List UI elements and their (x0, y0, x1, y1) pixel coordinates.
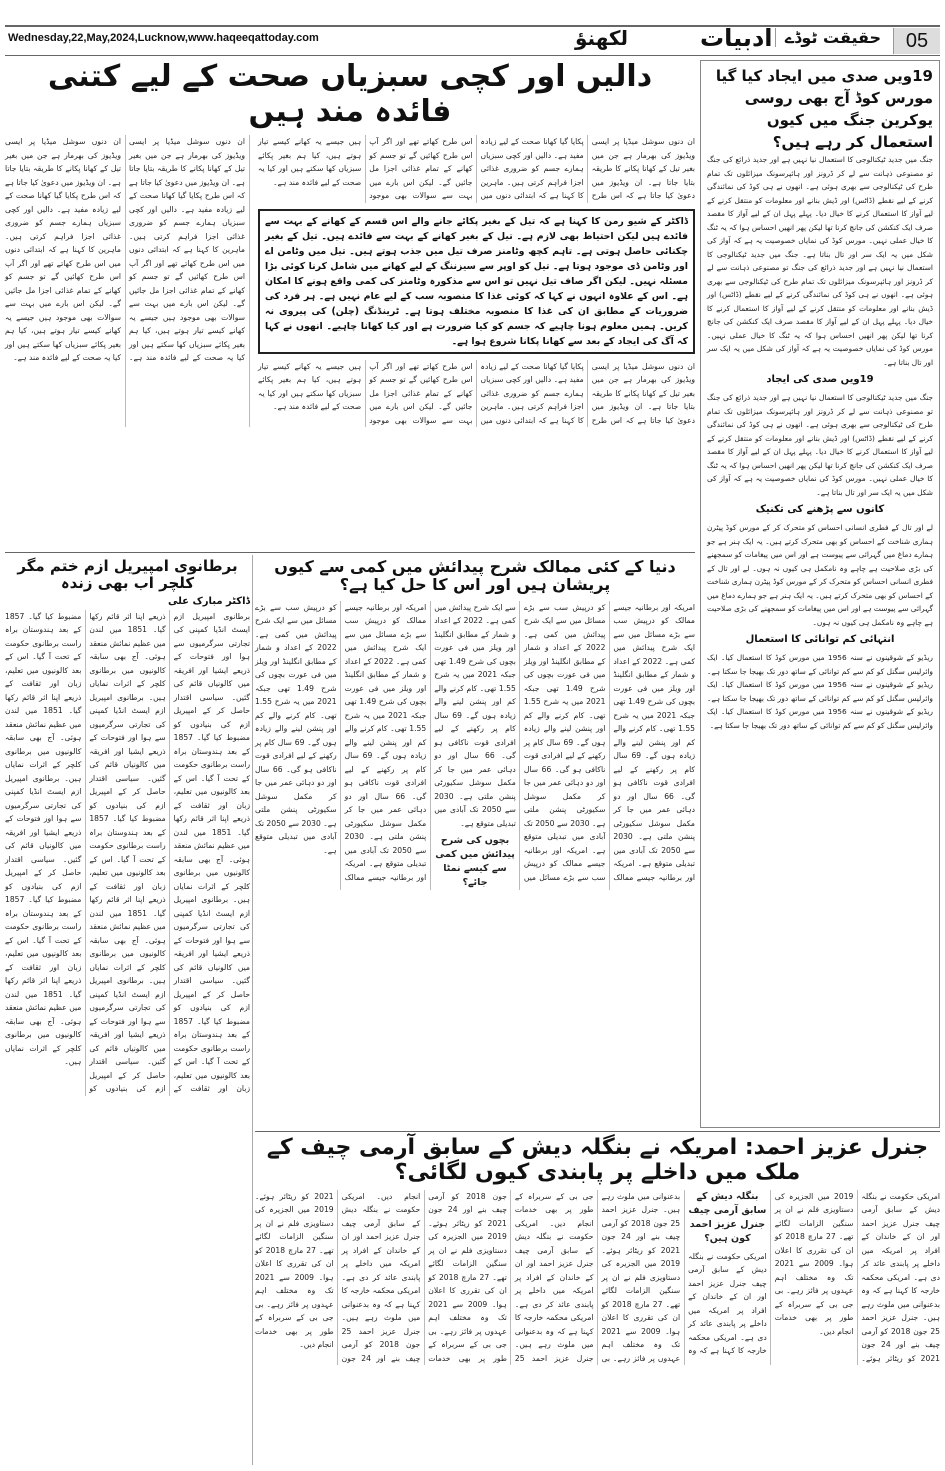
lentils-right-area (258, 135, 695, 427)
newspaper-logo: حقیقت ٹوڈے (775, 28, 890, 47)
article-body-lentils-cont: ان دنوں سوشل میڈیا پر ایسی ویڈیوز کی بھرمار ہے جن میں بغیر تیل کے کھانا پکانے کا طریقہ بتایا جاتا ہے۔ ان ویڈیوز میں دعویٰ کیا جاتا ہے کہ اس طرح پکایا گیا کھانا صحت کے لیے زیادہ مفید ہے۔ دالیں اور کچی سبزیاں ہمارے جسم کو ضروری غذائی اجزا فراہم کرتی ہیں۔ ماہرین کا کہنا ہے کہ ابتدائی دنوں میں اس طرح کھاتے تھے اور اگر آپ اس طرح کھائیں گے تو جسم کو کھانے کے تمام غذائی اجزا مل جائیں گے۔ لیکن اس بارے میں بہت سے سوالات بھی موجود ہیں جیسے یہ کھانے کیسے تیار ہوتے ہیں، کیا ہم بغیر پکائے سبزیاں کھا سکتے ہیں اور کیا یہ صحت کے لیے فائدہ مند ہے۔ (258, 361, 695, 425)
morse-body-2: جنگ میں جدید ٹیکنالوجی کا استعمال نیا نہیں ہے اور جدید ذرائع کی جنگ تو مصنوعی ذہانت سے لے کر ڈرونز اور ہائپرسونک میزائلوں تک تمام طرح کی ٹیکنالوجی سے بھری ہوئی ہے۔ انھوں نے ہی کوڈ کی نمائندگی کرنے کے لیے نقطے (ڈاٹس) اور ڈیش بنانے اور معلومات کو منتقل کرنے کے لیے آواز کا استعمال کرنے کا خیال دیا۔ پہلے پہل ان کے لیے آواز کا مقصد صرف ایک کنکشن کی جانچ کرنا تھا لیکن پھر انھیں احساس ہوا کہ یہ ٹنگ کا خیال عملی نہیں۔ مورس کوڈ کی نمایاں خصوصیت یہ ہے کہ آواز کی شکل میں یہ ایک سر اور تال بناتا ہے۔ (707, 393, 933, 497)
morse-body-3: لے اور تال کے فطری انسانی احساس کو متحرک کر کے مورس کوڈ پیٹرن ہماری شناخت کے احساس کو بھی متحرک کرتے ہیں۔ یہ ایک ہنر ہے جو ہمارے دماغ میں گہرائی سے پیوست ہے اور اس میں پیغامات کو سمجھنے کی بڑی صلاحیت ہے چاہے وہ نامکمل ہی کیوں نہ ہوں۔ لے اور تال کے فطری انسانی احساس کو متحرک کر کے مورس کوڈ پیٹرن ہماری شناخت کے احساس کو بھی متحرک کرتے ہیں۔ یہ ایک ہنر ہے جو ہمارے دماغ میں گہرائی سے پیوست ہے اور اس میں پیغامات کو سمجھنے کی بڑی صلاحیت ہے چاہے وہ نامکمل ہی کیوں نہ ہوں۔ (707, 523, 933, 627)
general-body-part-1: امریکی حکومت نے بنگلہ دیش کے سابق آرمی چیف جنرل عزیز احمد اور ان کے خاندان کے افراد پر امریکہ میں داخلے پر پابندی عائد کر دی ہے۔ امریکی محکمہ خارجہ کا کہنا ہے کہ وہ بدعنوانی میں ملوث رہے ہیں۔ جنرل عزیز احمد 25 جون 2018 کو آرمی چیف بنے اور 24 جون 2021 کو ریٹائر ہوئے۔ 2019 میں الجزیرہ کی دستاویزی فلم نے ان پر سنگین الزامات لگائے تھے۔ 27 مارچ 2018 کو ان کی تقرری کا اعلان ہوا۔ 2009 سے 2021 تک وہ مختلف اہم عہدوں پر فائز رہے۔ بی جی بی کے سربراہ کے طور پر بھی خدمات انجام دیں۔ (774, 1191, 941, 1363)
article-lentils (5, 60, 695, 427)
article-birth-rate (255, 558, 695, 890)
subhead-low-energy: انتہائی کم توانائی کا استعمال (745, 634, 895, 645)
subhead-ear-technique: کانوں سے پڑھنے کی تکنیک (755, 504, 885, 515)
article-body-britain: برطانوی امپیریل ازم ایسٹ انڈیا کمپنی کی تجارتی سرگرمیوں سے ہوا اور فتوحات کے ذریعے ایشیا اور افریقہ میں کالونیاں قائم کی گئیں۔ سیاسی اقتدار حاصل کر کے امپیریل ازم کی بنیادوں کو مضبوط کیا گیا۔ 1857 کے بعد ہندوستان براہ راست برطانوی حکومت کے تحت آ گیا۔ اس کے بعد کالونیوں میں تعلیم، زبان اور ثقافت کے ذریعے اپنا اثر قائم رکھا گیا۔ 1851 میں لندن میں عظیم نمائش منعقد ہوئی۔ آج بھی سابقہ کالونیوں میں برطانوی کلچر کے اثرات نمایاں ہیں۔ برطانوی امپیریل ازم ایسٹ انڈیا کمپنی کی تجارتی سرگرمیوں سے ہوا اور فتوحات کے ذریعے ایشیا اور افریقہ میں کالونیاں قائم کی گئیں۔ سیاسی اقتدار حاصل کر کے امپیریل ازم کی بنیادوں کو مضبوط کیا گیا۔ 1857 کے بعد ہندوستان براہ راست برطانوی حکومت کے تحت آ گیا۔ اس کے بعد کالونیوں میں تعلیم، زبان اور ثقافت کے ذریعے اپنا اثر قائم رکھا گیا۔ 1851 میں لندن میں عظیم نمائش منعقد ہوئی۔ آج بھی سابقہ کالونیوں میں برطانوی کلچر کے اثرات نمایاں ہیں۔ برطانوی امپیریل ازم ایسٹ انڈیا کمپنی کی تجارتی سرگرمیوں سے ہوا اور فتوحات کے ذریعے ایشیا اور افریقہ میں کالونیاں قائم کی گئیں۔ سیاسی اقتدار حاصل کر کے امپیریل ازم کی بنیادوں کو مضبوط کیا گیا۔ 1857 کے بعد ہندوستان براہ راست برطانوی حکومت کے تحت آ گیا۔ اس کے بعد کالونیوں میں تعلیم، زبان اور ثقافت کے ذریعے اپنا اثر قائم رکھا گیا۔ 1851 میں لندن میں عظیم نمائش منعقد ہوئی۔ آج بھی سابقہ کالونیوں میں برطانوی کلچر کے اثرات نمایاں ہیں۔ برطانوی امپیریل ازم ایسٹ انڈیا کمپنی کی تجارتی سرگرمیوں سے ہوا اور فتوحات کے ذریعے ایشیا اور افریقہ میں کالونیاں قائم کی گئیں۔ سیاسی اقتدار حاصل کر کے امپیریل ازم کی بنیادوں کو مضبوط کیا گیا۔ 1857 کے بعد ہندوستان براہ راست برطانوی حکومت کے تحت آ گیا۔ اس کے بعد کالونیوں میں تعلیم، زبان اور ثقافت کے ذریعے اپنا اثر قائم رکھا گیا۔ 1851 میں لندن میں عظیم نمائش منعقد ہوئی۔ آج بھی سابقہ کالونیوں میں برطانوی کلچر کے اثرات نمایاں ہیں۔ برطانوی امپیریل ازم ایسٹ انڈیا کمپنی کی تجارتی سرگرمیوں سے ہوا اور فتوحات کے ذریعے ایشیا اور افریقہ میں کالونیاں قائم کی گئیں۔ سیاسی اقتدار حاصل کر کے امپیریل ازم کی بنیادوں کو مضبوط کیا گیا۔ 1857 کے بعد ہندوستان براہ راست برطانوی حکومت کے تحت آ گیا۔ اس کے بعد کالونیوں میں تعلیم، زبان اور ثقافت کے ذریعے اپنا اثر قائم رکھا گیا۔ 1851 میں لندن میں عظیم نمائش منعقد ہوئی۔ آج بھی سابقہ کالونیوں میں برطانوی کلچر کے اثرات نمایاں ہیں۔ (5, 611, 250, 1093)
article-body-general-aziz (255, 1190, 940, 1366)
article-general-aziz (255, 1135, 940, 1365)
general-body-part-2: امریکی حکومت نے بنگلہ دیش کے سابق آرمی چیف جنرل عزیز احمد اور ان کے خاندان کے افراد پر امریکہ میں داخلے پر پابندی عائد کر دی ہے۔ امریکی محکمہ خارجہ کا کہنا ہے کہ وہ بدعنوانی میں ملوث رہے ہیں۔ جنرل عزیز احمد 25 جون 2018 کو آرمی چیف بنے اور 24 جون 2021 کو ریٹائر ہوئے۔ 2019 میں الجزیرہ کی دستاویزی فلم نے ان پر سنگین الزامات لگائے تھے۔ 27 مارچ 2018 کو ان کی تقرری کا اعلان ہوا۔ 2009 سے 2021 تک وہ مختلف اہم عہدوں پر فائز رہے۔ بی جی بی کے سربراہ کے طور پر بھی خدمات انجام دیں۔ امریکی حکومت نے بنگلہ دیش کے سابق آرمی چیف جنرل عزیز احمد اور ان کے خاندان کے افراد پر امریکہ میں داخلے پر پابندی عائد کر دی ہے۔ امریکی محکمہ خارجہ کا کہنا ہے کہ وہ بدعنوانی میں ملوث رہے ہیں۔ جنرل عزیز احمد 25 جون 2018 کو آرمی چیف بنے اور 24 جون 2021 کو ریٹائر ہوئے۔ 2019 میں الجزیرہ کی دستاویزی فلم نے ان پر سنگین الزامات لگائے تھے۔ 27 مارچ 2018 کو ان کی تقرری کا اعلان ہوا۔ 2009 سے 2021 تک وہ مختلف اہم عہدوں پر فائز رہے۔ بی جی بی کے سربراہ کے طور پر بھی خدمات انجام دیں۔ امریکی حکومت نے بنگلہ دیش کے سابق آرمی چیف جنرل عزیز احمد اور ان کے خاندان کے افراد پر امریکہ میں داخلے پر پابندی عائد کر دی ہے۔ امریکی محکمہ خارجہ کا کہنا ہے کہ وہ بدعنوانی میں ملوث رہے ہیں۔ جنرل عزیز احمد 25 جون 2018 کو آرمی چیف بنے اور 24 جون 2021 کو ریٹائر ہوئے۔ 2019 میں الجزیرہ کی دستاویزی فلم نے ان پر سنگین الزامات لگائے تھے۔ 27 مارچ 2018 کو ان کی تقرری کا اعلان ہوا۔ 2009 سے 2021 تک وہ مختلف اہم عہدوں پر فائز رہے۔ بی جی بی کے سربراہ کے طور پر بھی خدمات انجام دیں۔ (255, 1191, 767, 1363)
morse-body: جنگ میں جدید ٹیکنالوجی کا استعمال نیا نہیں ہے اور جدید ذرائع کی جنگ تو مصنوعی ذہانت سے لے کر ڈرونز اور ہائپرسونک میزائلوں تک تمام طرح کی ٹیکنالوجی سے بھری ہوئی ہے۔ انھوں نے ہی کوڈ کی نمائندگی کرنے کے لیے نقطے (ڈاٹس) اور ڈیش بنانے اور معلومات کو منتقل کرنے کے لیے آواز کا استعمال کرنے کا خیال دیا۔ پہلے پہل ان کے لیے آواز کا مقصد صرف ایک کنکشن کی جانچ کرنا تھا لیکن پھر انھیں احساس ہوا کہ یہ ٹنگ کا خیال عملی نہیں۔ مورس کوڈ کی نمایاں خصوصیت یہ ہے کہ آواز کی شکل میں یہ ایک سر اور تال بناتا ہے۔ جنگ میں جدید ٹیکنالوجی کا استعمال نیا نہیں ہے اور جدید ذرائع کی جنگ تو مصنوعی ذہانت سے لے کر ڈرونز اور ہائپرسونک میزائلوں تک تمام طرح کی ٹیکنالوجی سے بھری ہوئی ہے۔ انھوں نے ہی کوڈ کی نمائندگی کرنے کے لیے نقطے (ڈاٹس) اور ڈیش بنانے اور معلومات کو منتقل کرنے کے لیے آواز کا استعمال کرنے کا خیال دیا۔ پہلے پہل ان کے لیے آواز کا مقصد صرف ایک کنکشن کی جانچ کرنا تھا لیکن پھر انھیں احساس ہوا کہ یہ ٹنگ کا خیال عملی نہیں۔ مورس کوڈ کی نمایاں خصوصیت یہ ہے کہ آواز کی شکل میں یہ ایک سر اور تال بناتا ہے۔ (707, 155, 933, 367)
birth-body-part-2: امریکہ اور برطانیہ جیسے ممالک کو درپیش سب سے بڑے مسائل میں سے ایک شرح پیدائش میں کمی ہے۔ 2022 کے اعداد و شمار کے مطابق انگلینڈ اور ویلز میں فی عورت بچوں کی شرح 1.49 تھی جبکہ 2021 میں یہ شرح 1.55 تھی۔ کام کرنے والے کم اور پنشن لینے والے زیادہ ہوں گے۔ 69 سال کام پر رکھنے کے لیے افرادی قوت ناکافی ہو گی۔ 66 سال اور دو دہائی عمر میں جا کر مکمل سوشل سکیورٹی پنشن ملتی ہے۔ 2030 سے 2050 تک آبادی میں تبدیلی متوقع ہے۔ امریکہ اور برطانیہ جیسے ممالک کو درپیش سب سے بڑے مسائل میں سے ایک شرح پیدائش میں کمی ہے۔ 2022 کے اعداد و شمار کے مطابق انگلینڈ اور ویلز میں فی عورت بچوں کی شرح 1.49 تھی جبکہ 2021 میں یہ شرح 1.55 تھی۔ کام کرنے والے کم اور پنشن لینے والے زیادہ ہوں گے۔ 69 سال کام پر رکھنے کے لیے افرادی قوت ناکافی ہو گی۔ 66 سال اور دو دہائی عمر میں جا کر مکمل سوشل سکیورٹی پنشن ملتی ہے۔ 2030 سے 2050 تک آبادی میں تبدیلی متوقع ہے۔ (255, 602, 427, 882)
subhead-invention: 19ویں صدی کی ایجاد (766, 374, 874, 385)
headline-birth-rate: دنیا کے کئی ممالک شرح پیدائش میں کمی سے کیوں پریشان ہیں اور اس کا حل کیا ہے؟ (274, 557, 676, 595)
headline-lentils: دالیں اور کچی سبزیاں صحت کے لیے کتنی فائدہ مند ہیں (47, 59, 653, 129)
subhead-birth-rate: بچوں کی شرح پیدائش میں کمی سے کیسے نمٹا جائے؟ (435, 835, 515, 889)
headline-britain: برطانوی امپیریل ازم ختم مگر کلچر اب بھی زندہ (17, 557, 238, 593)
article-body-lentils-left: ان دنوں سوشل میڈیا پر ایسی ویڈیوز کی بھرمار ہے جن میں بغیر تیل کے کھانا پکانے کا طریقہ بتایا جاتا ہے۔ ان ویڈیوز میں دعویٰ کیا جاتا ہے کہ اس طرح پکایا گیا کھانا صحت کے لیے زیادہ مفید ہے۔ دالیں اور کچی سبزیاں ہمارے جسم کو ضروری غذائی اجزا فراہم کرتی ہیں۔ ماہرین کا کہنا ہے کہ ابتدائی دنوں میں اس طرح کھاتے تھے اور اگر آپ اس طرح کھائیں گے تو جسم کو کھانے کے تمام غذائی اجزا مل جائیں گے۔ لیکن اس بارے میں بہت سے سوالات بھی موجود ہیں جیسے یہ کھانے کیسے تیار ہوتے ہیں، کیا ہم بغیر پکائے سبزیاں کھا سکتے ہیں اور کیا یہ صحت کے لیے فائدہ مند ہے۔ ان دنوں سوشل میڈیا پر ایسی ویڈیوز کی بھرمار ہے جن میں بغیر تیل کے کھانا پکانے کا طریقہ بتایا جاتا ہے۔ ان ویڈیوز میں دعویٰ کیا جاتا ہے کہ اس طرح پکایا گیا کھانا صحت کے لیے زیادہ مفید ہے۔ دالیں اور کچی سبزیاں ہمارے جسم کو ضروری غذائی اجزا فراہم کرتی ہیں۔ ماہرین کا کہنا ہے کہ ابتدائی دنوں میں اس طرح کھاتے تھے اور اگر آپ اس طرح کھائیں گے تو جسم کو کھانے کے تمام غذائی اجزا مل جائیں گے۔ لیکن اس بارے میں بہت سے سوالات بھی موجود ہیں جیسے یہ کھانے کیسے تیار ہوتے ہیں، کیا ہم بغیر پکائے سبزیاں کھا سکتے ہیں اور کیا یہ صحت کے لیے فائدہ مند ہے۔ (5, 135, 250, 427)
morse-body-4: ریڈیو کے شوقینوں نے سنہ 1956 میں مورس کوڈ کا استعمال کیا۔ ایک وائرلیس سگنل کو کم سے کم توانائی کے ساتھ دور تک بھیجا جا سکتا ہے۔ ریڈیو کے شوقینوں نے سنہ 1956 میں مورس کوڈ کا استعمال کیا۔ ایک وائرلیس سگنل کو کم سے کم توانائی کے ساتھ دور تک بھیجا جا سکتا ہے۔ ریڈیو کے شوقینوں نے سنہ 1956 میں مورس کوڈ کا استعمال کیا۔ ایک وائرلیس سگنل کو کم سے کم توانائی کے ساتھ دور تک بھیجا جا سکتا ہے۔ (707, 653, 933, 730)
birth-body-part-1: امریکہ اور برطانیہ جیسے ممالک کو درپیش سب سے بڑے مسائل میں سے ایک شرح پیدائش میں کمی ہے۔ 2022 کے اعداد و شمار کے مطابق انگلینڈ اور ویلز میں فی عورت بچوں کی شرح 1.49 تھی جبکہ 2021 میں یہ شرح 1.55 تھی۔ کام کرنے والے کم اور پنشن لینے والے زیادہ ہوں گے۔ 69 سال کام پر رکھنے کے لیے افرادی قوت ناکافی ہو گی۔ 66 سال اور دو دہائی عمر میں جا کر مکمل سوشل سکیورٹی پنشن ملتی ہے۔ 2030 سے 2050 تک آبادی میں تبدیلی متوقع ہے۔ امریکہ اور برطانیہ جیسے ممالک کو درپیش سب سے بڑے مسائل میں سے ایک شرح پیدائش میں کمی ہے۔ 2022 کے اعداد و شمار کے مطابق انگلینڈ اور ویلز میں فی عورت بچوں کی شرح 1.49 تھی جبکہ 2021 میں یہ شرح 1.55 تھی۔ کام کرنے والے کم اور پنشن لینے والے زیادہ ہوں گے۔ 69 سال کام پر رکھنے کے لیے افرادی قوت ناکافی ہو گی۔ 66 سال اور دو دہائی عمر میں جا کر مکمل سوشل سکیورٹی پنشن ملتی ہے۔ 2030 سے 2050 تک آبادی میں تبدیلی متوقع ہے۔ امریکہ اور برطانیہ جیسے ممالک کو درپیش سب سے بڑے مسائل میں سے ایک شرح پیدائش میں کمی ہے۔ 2022 کے اعداد و شمار کے مطابق انگلینڈ اور ویلز میں فی عورت بچوں کی شرح 1.49 تھی جبکہ 2021 میں یہ شرح 1.55 تھی۔ کام کرنے والے کم اور پنشن لینے والے زیادہ ہوں گے۔ 69 سال کام پر رکھنے کے لیے افرادی قوت ناکافی ہو گی۔ 66 سال اور دو دہائی عمر میں جا کر مکمل سوشل سکیورٹی پنشن ملتی ہے۔ 2030 سے 2050 تک آبادی میں تبدیلی متوقع ہے۔ (434, 602, 696, 882)
dateline: Wednesday,22,May,2024,Lucknow,www.haqeeqattoday.com (8, 32, 319, 44)
headline-morse: 19ویں صدی میں ایجاد کیا گیا مورس کوڈ آج بھی روسی یوکرین جنگ میں کیوں استعمال کر رہے ہیں؟ (715, 67, 933, 151)
article-britain (5, 558, 250, 1096)
byline: ڈاکٹر مبارک علی (167, 595, 250, 607)
pull-quote-box: ڈاکٹر کے شیو رمن کا کہنا ہے کہ تیل کے بغیر پکائے جانے والے اس قسم کے کھانے کے بہت سے فائدے ہیں لیکن احتیاط بھی لازم ہے۔ تیل کے بغیر کھانے کے بہت سے فائدے ہیں۔ تیل کے بغیر چکنائی حاصل ہوتی ہے۔ تاہم کچھ وٹامنز صرف تیل میں جذب ہوتے ہیں۔ تیل میں وٹامن اے اور وٹامن ڈی موجود ہوتا ہے۔ تیل کو اوپر سے سیزننگ کے لیے کھانے میں شامل کرنا کوئی بڑا مسئلہ نہیں۔ لیکن اگر صاف تیل نہیں تو اس سے مذکورہ وٹامنز کی کمی واقع ہونے کا امکان ہے۔ اس کے علاوہ انہوں نے کہا کہ کوئی غذا کا منصوبہ سب کے لیے عام نہیں ہے۔ ہر فرد کی ضروریات کے مطابق ان کی غذا کا منصوبہ مختلف ہوتا ہے۔ ٹرینڈنگ (چلن) کی پیروی نہ کریں۔ ہمیں معلوم ہونا چاہیے کہ جسم کو کیا ضرورت ہے اور کیا کھانا چاہیے۔ انھوں نے کہا کہ آگ کی ایجاد کے بعد سے کھانا پکانا شروع ہوا ہے۔ (258, 209, 695, 354)
article-body-birth-rate (255, 601, 695, 891)
article-body-lentils: ان دنوں سوشل میڈیا پر ایسی ویڈیوز کی بھرمار ہے جن میں بغیر تیل کے کھانا پکانے کا طریقہ بتایا جاتا ہے۔ ان ویڈیوز میں دعویٰ کیا جاتا ہے کہ اس طرح پکایا گیا کھانا صحت کے لیے زیادہ مفید ہے۔ دالیں اور کچی سبزیاں ہمارے جسم کو ضروری غذائی اجزا فراہم کرتی ہیں۔ ماہرین کا کہنا ہے کہ ابتدائی دنوں میں اس طرح کھاتے تھے اور اگر آپ اس طرح کھائیں گے تو جسم کو کھانے کے تمام غذائی اجزا مل جائیں گے۔ لیکن اس بارے میں بہت سے سوالات بھی موجود ہیں جیسے یہ کھانے کیسے تیار ہوتے ہیں، کیا ہم بغیر پکائے سبزیاں کھا سکتے ہیں اور کیا یہ صحت کے لیے فائدہ مند ہے۔ (258, 137, 695, 200)
sidebar-morse-article (700, 60, 940, 1128)
column-divider (252, 555, 253, 1465)
page-number: 05 (893, 28, 940, 54)
subhead-general-aziz: بنگلہ دیش کے سابق آرمی چیف جنرل عزیز احمد کون ہیں؟ (688, 1190, 767, 1244)
city-name: لکھنؤ (575, 26, 629, 50)
section-title: ادبیات (700, 24, 773, 52)
headline-general-aziz: جنرل عزیز احمد: امریکہ نے بنگلہ دیش کے سابق آرمی چیف کے ملک میں داخلے پر پابندی کیوں لگائی؟ (266, 1135, 929, 1186)
